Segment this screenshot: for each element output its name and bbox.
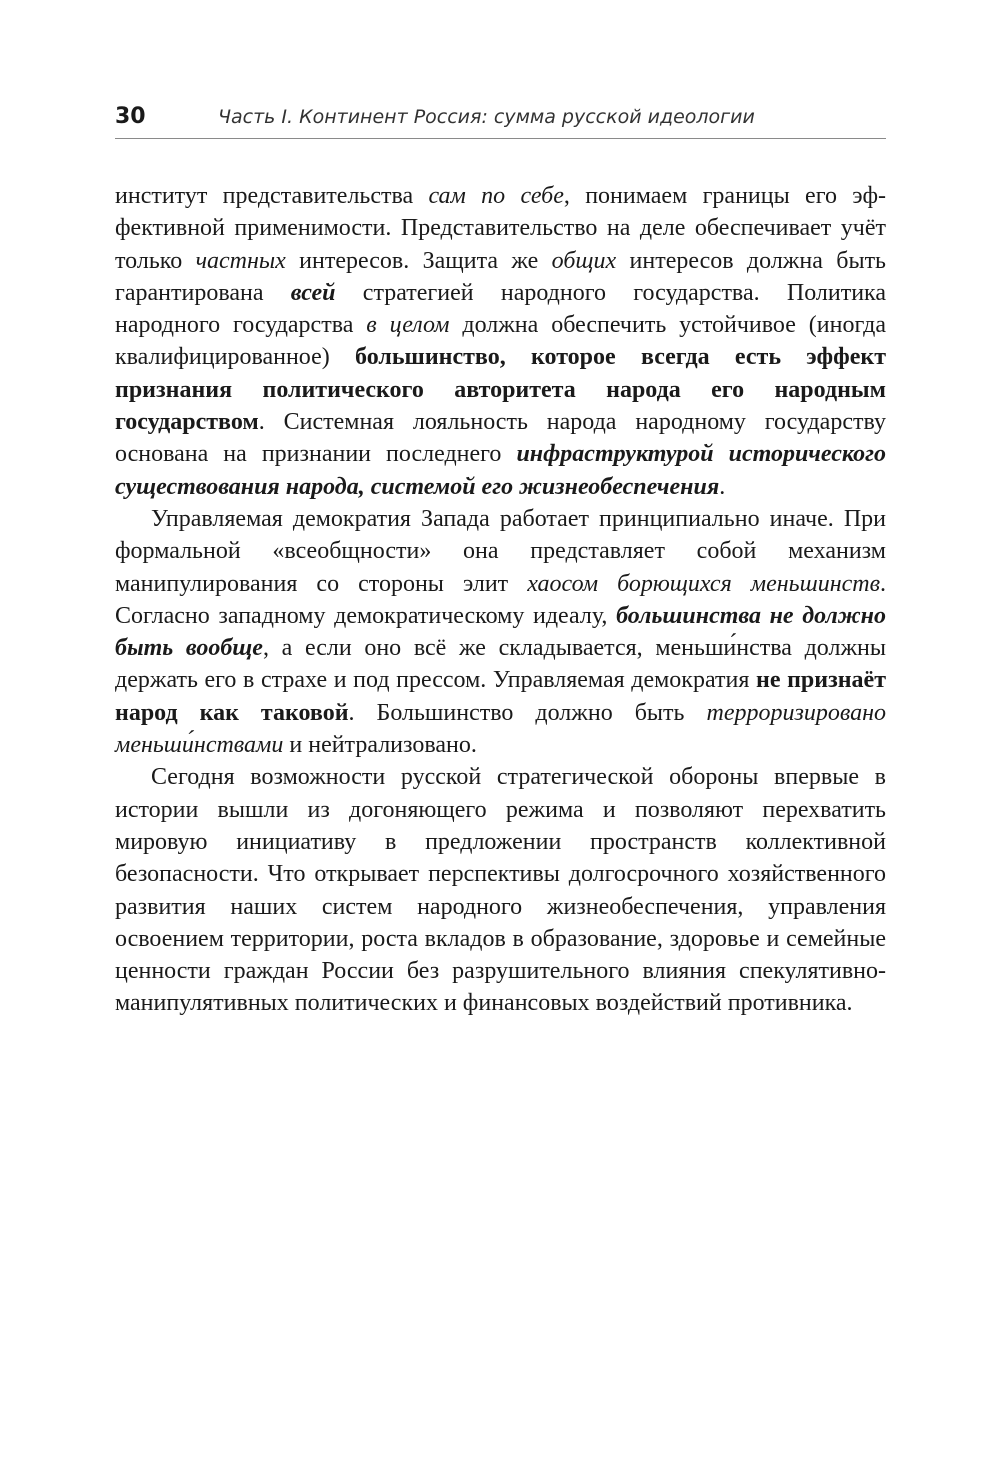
emphasis-run: общих <box>551 247 617 274</box>
emphasis-run: большинство, которое всегда есть эффект признания политического авторитета народа его народным государством <box>115 344 887 436</box>
page-number: 30 <box>115 104 146 129</box>
text-run: стратегией народного государства. Политика народного государства <box>115 279 886 339</box>
emphasis-run: терроризировано меньши́нствами <box>115 699 886 759</box>
paragraph <box>115 503 886 761</box>
paragraph <box>115 761 886 1019</box>
text-run: , понимаем границы его эффективной применимости. Представительство на деле обеспечивает учёт только <box>115 183 886 274</box>
text-run: Управляемая демократия Запада работает принципиально иначе. При формальной «всеобщности» она представляет собой механизм манипулирования со стороны элит <box>115 505 886 597</box>
text-run: . <box>719 473 726 500</box>
emphasis-run: всей <box>290 279 336 306</box>
emphasis-run: большинства не должно быть вообще <box>115 602 887 662</box>
text-run: интересов должна быть гарантирована <box>115 247 887 306</box>
emphasis-run: в целом <box>366 312 450 339</box>
emphasis-run: сам по себе <box>428 183 564 209</box>
emphasis-run: частных <box>195 247 286 274</box>
body-text <box>115 180 886 1020</box>
text-run: должна обеспечить устойчивое (иногда квалифицированное) <box>115 312 886 371</box>
text-run: Сегодня возможности русской стратегической обороны впервые в истории вышли из догоняющего режима и позволяют перехватить мировую инициативу в предложении пространств коллективной безопасности. Что открывает перспективы долгосрочного хозяйственного развития наших систем народного жизнеобеспечения, управления освоением территории, роста вкладов в образование, здоровье и семейные ценности граждан России без разрушительного влияния спекулятивно-манипулятивных политических и финансовых воздействий противника. <box>115 764 886 1017</box>
text-run: . Системная лояльность народа народному государству основана на признании последнего <box>115 409 886 468</box>
emphasis-run: не признаёт народ как таковой <box>115 667 886 726</box>
running-head <box>115 102 886 139</box>
paragraph <box>115 180 886 503</box>
text-run: институт представительства <box>115 183 429 209</box>
text-run: интересов. Защита же <box>285 247 552 274</box>
text-run: . Большинство должно быть <box>348 699 707 726</box>
text-run: и нейтрализовано. <box>283 732 477 759</box>
emphasis-run: хаосом борющихся меньшинств <box>527 570 880 597</box>
text-run: . Согласно западному демократическому идеалу, <box>115 570 886 629</box>
emphasis-run: инфраструктурой исторического существования народа, системой его жизнеобеспечения <box>115 441 886 500</box>
running-head-title: Часть I. Континент Россия: сумма русской идеологии <box>218 106 755 128</box>
text-run: , а если оно всё же складывается, меньши́нства должны держать его в страхе и под прессом. Управляемая демократия <box>115 635 887 694</box>
